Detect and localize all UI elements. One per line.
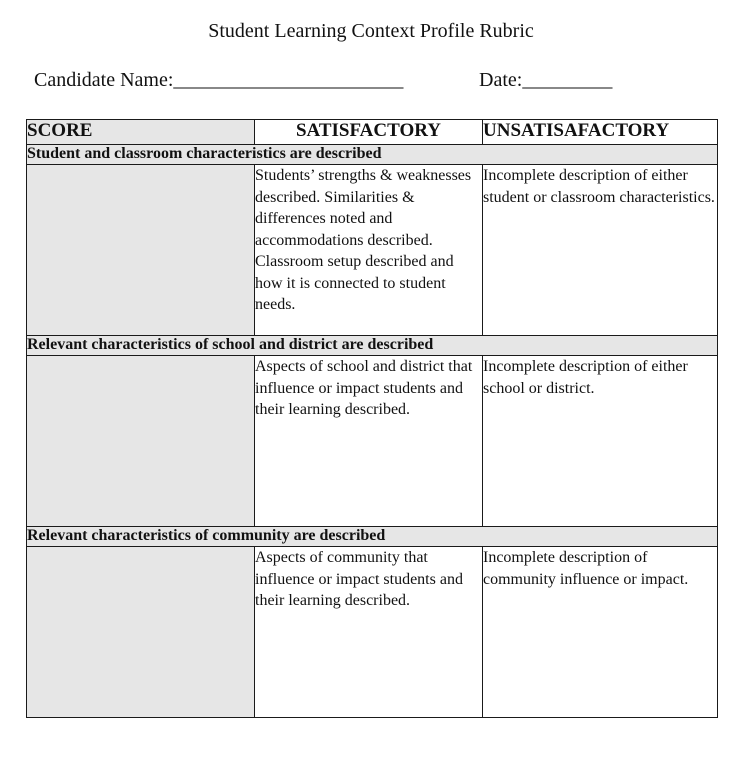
unsatisfactory-cell-3: Incomplete description of community influence or impact. (483, 547, 718, 718)
satisfactory-cell-1: Students’ strengths & weaknesses described. Similarities & differences noted and accommodations described. Classroom setup described and how it is connected to student needs. (255, 165, 483, 336)
section-title-2: Relevant characteristics of school and district are described (27, 336, 718, 356)
satisfactory-cell-3: Aspects of community that influence or impact students and their learning described. (255, 547, 483, 718)
section-row-3 (27, 527, 718, 547)
criteria-row-2 (27, 356, 718, 527)
date-line (479, 69, 612, 92)
header-row (27, 120, 718, 145)
criteria-row-3 (27, 547, 718, 718)
header-satisfactory: SATISFACTORY (255, 120, 483, 145)
criteria-row-1 (27, 165, 718, 336)
satisfactory-cell-2: Aspects of school and district that influence or impact students and their learning described. (255, 356, 483, 527)
score-cell-1 (27, 165, 255, 336)
section-row-2 (27, 336, 718, 356)
section-title-3: Relevant characteristics of community are described (27, 527, 718, 547)
section-row-1 (27, 145, 718, 165)
header-unsatisfactory: UNSATISAFACTORY (483, 120, 718, 145)
page-title: Student Learning Context Profile Rubric (208, 20, 534, 42)
date-blank: _________ (522, 69, 613, 91)
score-cell-2 (27, 356, 255, 527)
unsatisfactory-cell-2: Incomplete description of either school or district. (483, 356, 718, 527)
candidate-name-label: Candidate Name: (34, 69, 174, 91)
candidate-name-line (34, 69, 403, 92)
unsatisfactory-cell-1: Incomplete description of either student or classroom characteristics. (483, 165, 718, 336)
rubric-table (26, 119, 718, 718)
header-score: SCORE (27, 120, 255, 145)
section-title-1: Student and classroom characteristics are described (27, 145, 718, 165)
score-cell-3 (27, 547, 255, 718)
candidate-name-blank: _______________________ (173, 69, 404, 91)
date-label: Date: (479, 69, 523, 91)
